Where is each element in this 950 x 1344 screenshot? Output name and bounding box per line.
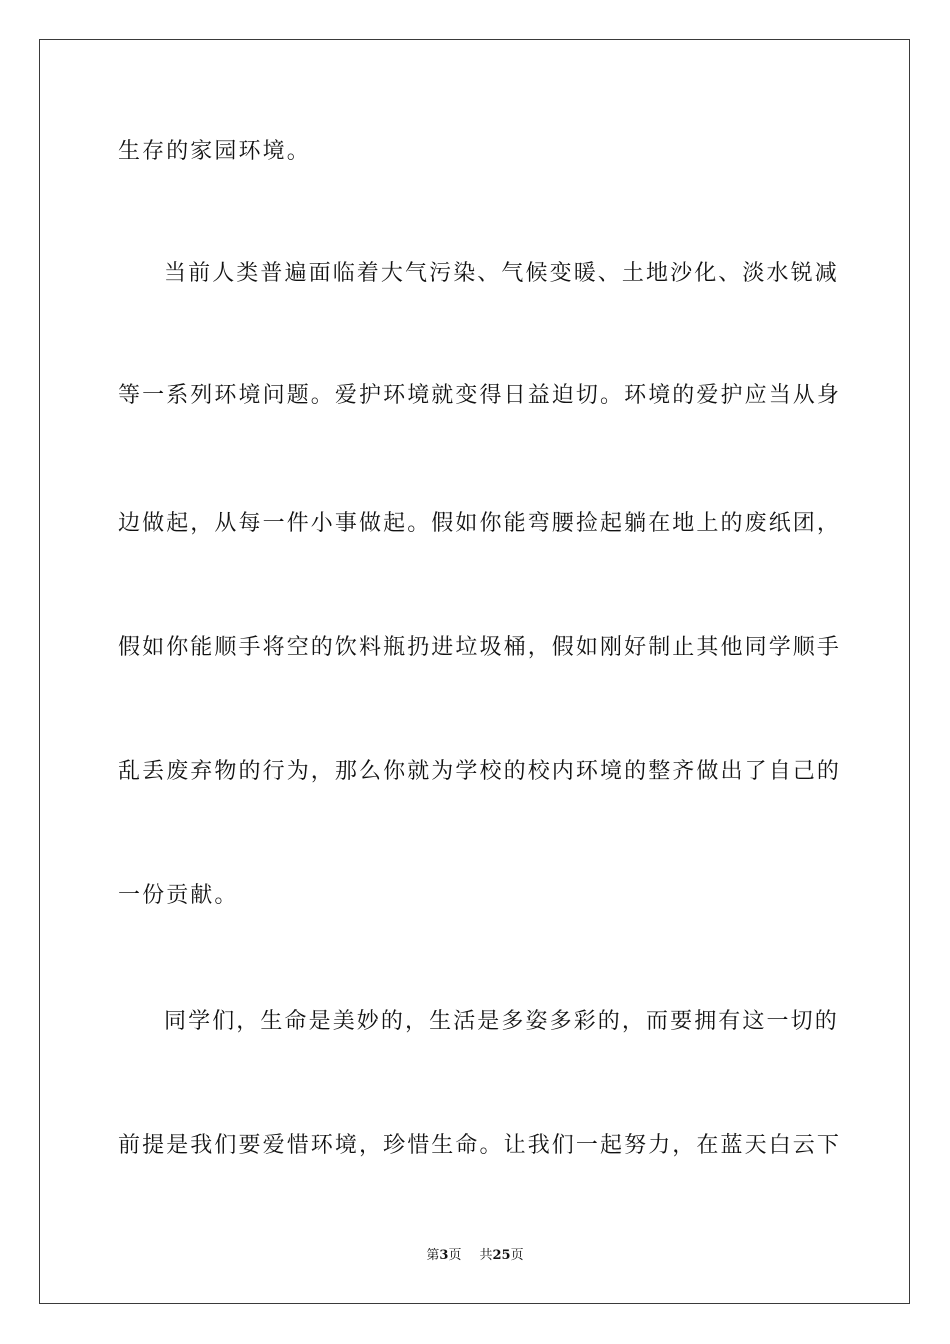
- text-line: 一份贡献。: [118, 883, 239, 908]
- total-pages: 25: [492, 1248, 511, 1263]
- text-line: 边做起，从每一件小事做起。假如你能弯腰捡起躺在地上的废纸团，: [118, 511, 842, 536]
- paragraph-first-line: 当前人类普遍面临着大气污染、气候变暖、土地沙化、淡水锐减: [164, 261, 839, 286]
- page-number: 3: [439, 1248, 449, 1263]
- page-footer: [0, 1247, 950, 1265]
- text-line: 乱丢废弃物的行为，那么你就为学校的校内环境的整齐做出了自己的: [118, 759, 842, 784]
- paragraph-first-line: 同学们，生命是美妙的，生活是多姿多彩的，而要拥有这一切的: [164, 1009, 839, 1034]
- text-line: 等一系列环境问题。爱护环境就变得日益迫切。环境的爱护应当从身: [118, 383, 842, 408]
- text-line: 前提是我们要爱惜环境，珍惜生命。让我们一起努力，在蓝天白云下: [118, 1133, 842, 1158]
- total-prefix: 共: [479, 1248, 493, 1263]
- page-suffix: 页: [448, 1248, 462, 1263]
- total-suffix: 页: [510, 1248, 524, 1263]
- page-prefix: 第: [426, 1248, 440, 1263]
- text-line: 假如你能顺手将空的饮料瓶扔进垃圾桶，假如刚好制止其他同学顺手: [118, 635, 842, 660]
- text-line: 生存的家园环境。: [118, 139, 311, 164]
- page-frame: [39, 39, 910, 1304]
